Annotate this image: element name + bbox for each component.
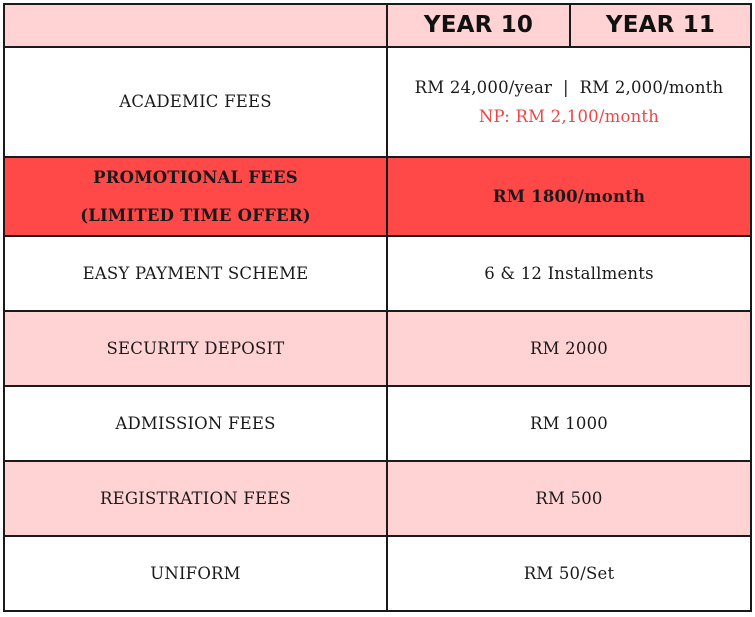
academic-fees-value [387, 47, 751, 157]
row-value: 6 & 12 Installments [387, 236, 751, 311]
table-row-uniform [4, 536, 751, 611]
limited-time-offer-note: (LIMITED TIME OFFER) [80, 205, 311, 225]
table-row-academic-fees [4, 47, 751, 157]
academic-fees-np: NP: RM 2,100/month [478, 106, 660, 126]
header-year-10: YEAR 10 [387, 4, 570, 47]
header-blank-cell [4, 4, 387, 47]
row-value: RM 50/Set [387, 536, 751, 611]
row-label: EASY PAYMENT SCHEME [4, 236, 387, 311]
row-label: SECURITY DEPOSIT [4, 311, 387, 386]
row-label: ADMISSION FEES [4, 386, 387, 461]
table-row-promotional-fees [4, 157, 751, 236]
promotional-fees-label [4, 157, 387, 236]
table-row-security-deposit [4, 311, 751, 386]
row-label: REGISTRATION FEES [4, 461, 387, 536]
row-value: RM 500 [387, 461, 751, 536]
row-value: RM 1000 [387, 386, 751, 461]
fees-table [3, 3, 752, 612]
row-label: UNIFORM [4, 536, 387, 611]
table-row-registration-fees [4, 461, 751, 536]
header-year-11: YEAR 11 [570, 4, 751, 47]
table-row-easy-payment [4, 236, 751, 311]
promotional-fees-title: PROMOTIONAL FEES [93, 167, 298, 187]
table-row-admission-fees [4, 386, 751, 461]
row-label: ACADEMIC FEES [4, 47, 387, 157]
row-value: RM 2000 [387, 311, 751, 386]
promotional-fees-value: RM 1800/month [387, 157, 751, 236]
academic-fees-annual-monthly: RM 24,000/year | RM 2,000/month [414, 77, 724, 97]
table-header-row [4, 4, 751, 47]
